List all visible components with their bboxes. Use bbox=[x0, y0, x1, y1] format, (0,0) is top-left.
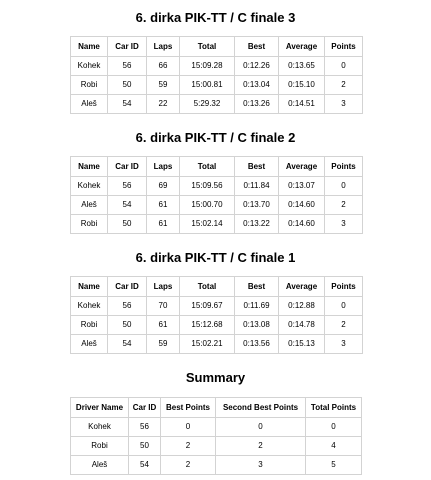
cell-points: 3 bbox=[325, 215, 363, 234]
cell-best: 0:13.22 bbox=[235, 215, 279, 234]
cell-name: Robi bbox=[71, 76, 108, 95]
cell-average: 0:14.51 bbox=[279, 95, 325, 114]
cell-best: 0:13.04 bbox=[235, 76, 279, 95]
cell-laps: 59 bbox=[147, 335, 180, 354]
cell-average: 0:14.60 bbox=[279, 215, 325, 234]
table-row bbox=[71, 177, 363, 196]
cell-best: 0:13.70 bbox=[235, 196, 279, 215]
cell-points: 0 bbox=[325, 297, 363, 316]
finale-1-table bbox=[70, 276, 363, 354]
cell-name: Kohek bbox=[71, 177, 108, 196]
finale-2-table bbox=[70, 156, 363, 234]
table-row bbox=[71, 196, 363, 215]
table-row bbox=[71, 418, 362, 437]
cell-laps: 61 bbox=[147, 215, 180, 234]
column-header-total: Total bbox=[180, 37, 235, 57]
finale-3-title: 6. dirka PIK-TT / C finale 3 bbox=[135, 10, 296, 25]
column-header-average: Average bbox=[279, 277, 325, 297]
column-header-laps: Laps bbox=[147, 37, 180, 57]
finale-1-title: 6. dirka PIK-TT / C finale 1 bbox=[135, 250, 296, 265]
header-row bbox=[71, 277, 363, 297]
cell-total-points: 4 bbox=[306, 437, 362, 456]
cell-total-points: 0 bbox=[306, 418, 362, 437]
column-header-total: Total bbox=[180, 157, 235, 177]
column-header-best: Best bbox=[235, 277, 279, 297]
table-row bbox=[71, 297, 363, 316]
column-header-points: Points bbox=[325, 37, 363, 57]
cell-car-id: 50 bbox=[108, 316, 147, 335]
cell-car-id: 56 bbox=[129, 418, 161, 437]
table-row bbox=[71, 456, 362, 475]
table-row bbox=[71, 316, 363, 335]
cell-name: Aleš bbox=[71, 196, 108, 215]
column-header-points: Points bbox=[325, 277, 363, 297]
cell-car-id: 50 bbox=[108, 76, 147, 95]
cell-average: 0:15.13 bbox=[279, 335, 325, 354]
table-row bbox=[71, 76, 363, 95]
summary-title: Summary bbox=[185, 370, 246, 385]
table-row bbox=[71, 95, 363, 114]
column-header-average: Average bbox=[279, 37, 325, 57]
cell-total: 15:09.67 bbox=[180, 297, 235, 316]
cell-total: 15:02.14 bbox=[180, 215, 235, 234]
cell-points: 2 bbox=[325, 196, 363, 215]
cell-total: 15:00.70 bbox=[180, 196, 235, 215]
cell-points: 3 bbox=[325, 335, 363, 354]
cell-points: 3 bbox=[325, 95, 363, 114]
column-header-name: Name bbox=[71, 37, 108, 57]
cell-best: 0:11.69 bbox=[235, 297, 279, 316]
cell-car-id: 54 bbox=[129, 456, 161, 475]
table-header bbox=[71, 277, 363, 297]
cell-best-points: 0 bbox=[161, 418, 216, 437]
cell-points: 2 bbox=[325, 76, 363, 95]
column-header-total: Total bbox=[180, 277, 235, 297]
cell-laps: 70 bbox=[147, 297, 180, 316]
cell-name: Robi bbox=[71, 316, 108, 335]
cell-average: 0:13.07 bbox=[279, 177, 325, 196]
cell-average: 0:14.78 bbox=[279, 316, 325, 335]
column-header-car-id: Car ID bbox=[108, 277, 147, 297]
cell-car-id: 54 bbox=[108, 335, 147, 354]
cell-total: 15:02.21 bbox=[180, 335, 235, 354]
cell-driver-name: Robi bbox=[71, 437, 129, 456]
table-row bbox=[71, 215, 363, 234]
cell-laps: 59 bbox=[147, 76, 180, 95]
column-header-car-id: Car ID bbox=[129, 398, 161, 418]
column-header-name: Name bbox=[71, 157, 108, 177]
header-row bbox=[71, 37, 363, 57]
column-header-car-id: Car ID bbox=[108, 37, 147, 57]
cell-second-best-points: 2 bbox=[216, 437, 306, 456]
column-header-best: Best bbox=[235, 37, 279, 57]
cell-car-id: 56 bbox=[108, 57, 147, 76]
cell-best-points: 2 bbox=[161, 437, 216, 456]
column-header-average: Average bbox=[279, 157, 325, 177]
cell-total: 15:00.81 bbox=[180, 76, 235, 95]
table-row bbox=[71, 57, 363, 76]
cell-second-best-points: 3 bbox=[216, 456, 306, 475]
cell-average: 0:14.60 bbox=[279, 196, 325, 215]
table-row bbox=[71, 437, 362, 456]
cell-driver-name: Kohek bbox=[71, 418, 129, 437]
cell-car-id: 56 bbox=[108, 177, 147, 196]
cell-laps: 22 bbox=[147, 95, 180, 114]
table-header bbox=[71, 398, 362, 418]
cell-car-id: 50 bbox=[108, 215, 147, 234]
cell-total-points: 5 bbox=[306, 456, 362, 475]
summary-table bbox=[70, 397, 362, 475]
cell-laps: 61 bbox=[147, 316, 180, 335]
cell-points: 0 bbox=[325, 57, 363, 76]
cell-average: 0:13.65 bbox=[279, 57, 325, 76]
column-header-car-id: Car ID bbox=[108, 157, 147, 177]
cell-driver-name: Aleš bbox=[71, 456, 129, 475]
cell-second-best-points: 0 bbox=[216, 418, 306, 437]
column-header-points: Points bbox=[325, 157, 363, 177]
cell-name: Kohek bbox=[71, 57, 108, 76]
column-header-best-points: Best Points bbox=[161, 398, 216, 418]
column-header-driver-name: Driver Name bbox=[71, 398, 129, 418]
finale-2-title: 6. dirka PIK-TT / C finale 2 bbox=[135, 130, 296, 145]
cell-car-id: 54 bbox=[108, 95, 147, 114]
cell-points: 0 bbox=[325, 177, 363, 196]
cell-name: Robi bbox=[71, 215, 108, 234]
cell-total: 15:12.68 bbox=[180, 316, 235, 335]
cell-best: 0:11.84 bbox=[235, 177, 279, 196]
header-row bbox=[71, 398, 362, 418]
cell-best-points: 2 bbox=[161, 456, 216, 475]
cell-laps: 61 bbox=[147, 196, 180, 215]
cell-best: 0:12.26 bbox=[235, 57, 279, 76]
cell-car-id: 50 bbox=[129, 437, 161, 456]
column-header-best: Best bbox=[235, 157, 279, 177]
cell-laps: 69 bbox=[147, 177, 180, 196]
cell-car-id: 54 bbox=[108, 196, 147, 215]
cell-best: 0:13.56 bbox=[235, 335, 279, 354]
cell-name: Aleš bbox=[71, 335, 108, 354]
cell-laps: 66 bbox=[147, 57, 180, 76]
cell-average: 0:15.10 bbox=[279, 76, 325, 95]
cell-points: 2 bbox=[325, 316, 363, 335]
cell-car-id: 56 bbox=[108, 297, 147, 316]
cell-name: Aleš bbox=[71, 95, 108, 114]
column-header-name: Name bbox=[71, 277, 108, 297]
column-header-second-best-points: Second Best Points bbox=[216, 398, 306, 418]
table-header bbox=[71, 157, 363, 177]
table-header bbox=[71, 37, 363, 57]
table-row bbox=[71, 335, 363, 354]
cell-best: 0:13.08 bbox=[235, 316, 279, 335]
column-header-laps: Laps bbox=[147, 157, 180, 177]
cell-name: Kohek bbox=[71, 297, 108, 316]
finale-3-table bbox=[70, 36, 363, 114]
cell-total: 15:09.56 bbox=[180, 177, 235, 196]
column-header-laps: Laps bbox=[147, 277, 180, 297]
cell-average: 0:12.88 bbox=[279, 297, 325, 316]
cell-total: 5:29.32 bbox=[180, 95, 235, 114]
cell-total: 15:09.28 bbox=[180, 57, 235, 76]
cell-best: 0:13.26 bbox=[235, 95, 279, 114]
column-header-total-points: Total Points bbox=[306, 398, 362, 418]
header-row bbox=[71, 157, 363, 177]
